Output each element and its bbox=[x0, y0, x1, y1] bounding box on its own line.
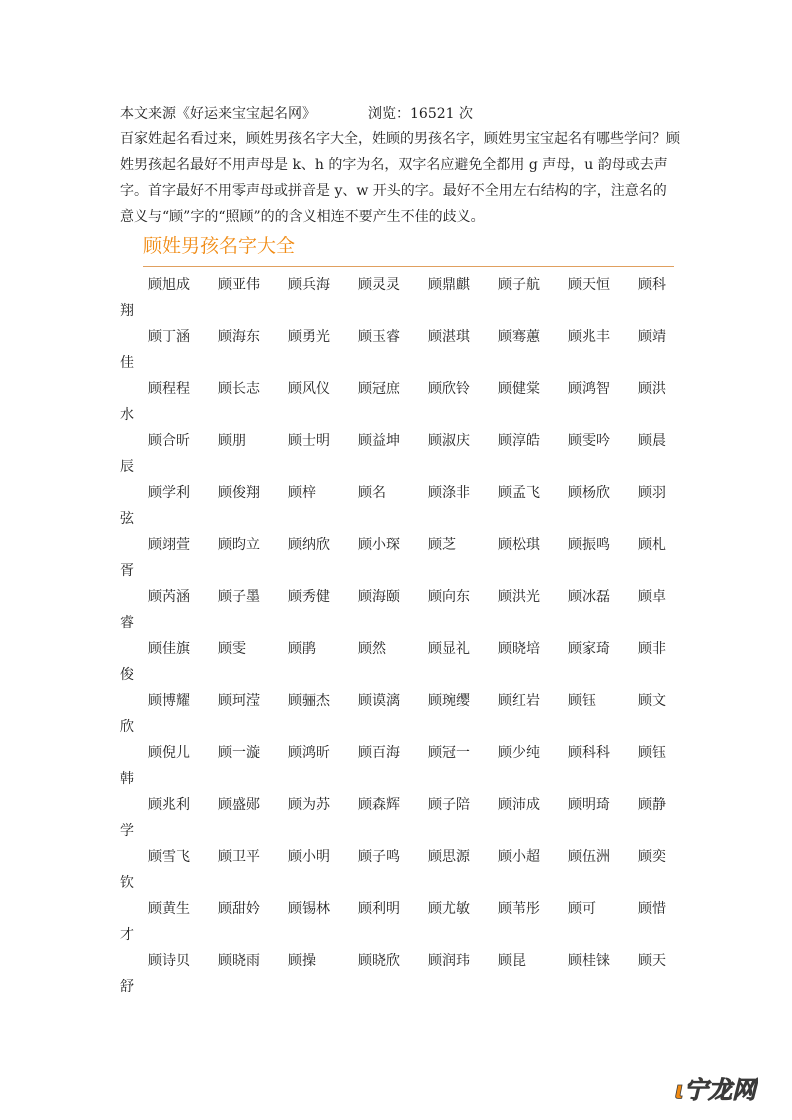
name-item: 顾诗贝 bbox=[148, 953, 190, 969]
name-item: 顾梓 bbox=[288, 485, 316, 501]
name-item: 顾鸿智 bbox=[568, 381, 610, 397]
name-item: 顾秀健 bbox=[288, 589, 330, 605]
name-item: 顾惜 bbox=[638, 901, 666, 917]
name-item: 顾钰 bbox=[568, 693, 596, 709]
name-item: 顾一漩 bbox=[218, 745, 260, 761]
name-item: 顾翊萱 bbox=[148, 537, 190, 553]
name-item: 顾学利 bbox=[148, 485, 190, 501]
name-row bbox=[120, 635, 680, 687]
name-row bbox=[120, 323, 680, 375]
name-item: 顾卫平 bbox=[218, 849, 260, 865]
name-item: 顾子陪 bbox=[428, 797, 470, 813]
name-item: 顾雪飞 bbox=[148, 849, 190, 865]
name-item: 顾晓雨 bbox=[218, 953, 260, 969]
name-item: 顾苇彤 bbox=[498, 901, 540, 917]
name-item: 顾晓欣 bbox=[358, 953, 400, 969]
name-item: 顾操 bbox=[288, 953, 316, 969]
name-item: 顾昀立 bbox=[218, 537, 260, 553]
name-wrap-char: 欣 bbox=[120, 719, 134, 735]
name-item: 顾旭成 bbox=[148, 277, 190, 293]
name-item: 顾盛郧 bbox=[218, 797, 260, 813]
name-item: 顾俊翔 bbox=[218, 485, 260, 501]
name-item: 顾晓培 bbox=[498, 641, 540, 657]
name-item: 顾子墨 bbox=[218, 589, 260, 605]
name-item: 顾振鸣 bbox=[568, 537, 610, 553]
name-item: 顾长志 bbox=[218, 381, 260, 397]
name-item: 顾甜妗 bbox=[218, 901, 260, 917]
name-row bbox=[120, 479, 680, 531]
name-item: 顾晨 bbox=[638, 433, 666, 449]
name-item: 顾玉睿 bbox=[358, 329, 400, 345]
name-item: 顾可 bbox=[568, 901, 596, 917]
name-wrap-char: 水 bbox=[120, 407, 134, 423]
name-item: 顾朋 bbox=[218, 433, 246, 449]
name-item: 顾淳皓 bbox=[498, 433, 540, 449]
name-item: 顾洪 bbox=[638, 381, 666, 397]
name-item: 顾骞蕙 bbox=[498, 329, 540, 345]
name-item: 顾倪儿 bbox=[148, 745, 190, 761]
name-item: 顾兵海 bbox=[288, 277, 330, 293]
name-item: 顾小琛 bbox=[358, 537, 400, 553]
name-wrap-char: 弦 bbox=[120, 511, 134, 527]
name-item: 顾冠庶 bbox=[358, 381, 400, 397]
source-line bbox=[120, 104, 473, 124]
name-item: 顾博耀 bbox=[148, 693, 190, 709]
watermark-text: ι宁龙网 bbox=[674, 1076, 756, 1104]
name-item: 顾骊杰 bbox=[288, 693, 330, 709]
name-item: 顾亚伟 bbox=[218, 277, 260, 293]
name-item: 顾孟飞 bbox=[498, 485, 540, 501]
name-item: 顾名 bbox=[358, 485, 386, 501]
name-item: 顾雯吟 bbox=[568, 433, 610, 449]
name-row bbox=[120, 531, 680, 583]
name-item: 顾黄生 bbox=[148, 901, 190, 917]
name-item: 顾尤敏 bbox=[428, 901, 470, 917]
name-item: 顾松琪 bbox=[498, 537, 540, 553]
name-item: 顾思源 bbox=[428, 849, 470, 865]
name-item: 顾琬缨 bbox=[428, 693, 470, 709]
name-item: 顾欣铃 bbox=[428, 381, 470, 397]
view-count: 浏览：16521 次 bbox=[368, 106, 473, 122]
name-item: 顾涤非 bbox=[428, 485, 470, 501]
name-item: 顾天 bbox=[638, 953, 666, 969]
name-item: 顾洪光 bbox=[498, 589, 540, 605]
name-item: 顾珂滢 bbox=[218, 693, 260, 709]
name-row bbox=[120, 895, 680, 947]
name-item: 顾海东 bbox=[218, 329, 260, 345]
name-item: 顾家琦 bbox=[568, 641, 610, 657]
name-list bbox=[120, 271, 680, 999]
name-wrap-char: 韩 bbox=[120, 771, 134, 787]
name-item: 顾森辉 bbox=[358, 797, 400, 813]
name-item: 顾静 bbox=[638, 797, 666, 813]
name-item: 顾显礼 bbox=[428, 641, 470, 657]
name-item: 顾少纯 bbox=[498, 745, 540, 761]
name-wrap-char: 佳 bbox=[120, 355, 134, 371]
name-row bbox=[120, 271, 680, 323]
name-row bbox=[120, 687, 680, 739]
name-item: 顾靖 bbox=[638, 329, 666, 345]
name-item: 顾谟漓 bbox=[358, 693, 400, 709]
name-item: 顾风仪 bbox=[288, 381, 330, 397]
name-wrap-char: 舒 bbox=[120, 979, 134, 995]
name-item: 顾健棠 bbox=[498, 381, 540, 397]
name-row bbox=[120, 375, 680, 427]
name-item: 顾子航 bbox=[498, 277, 540, 293]
name-wrap-char: 钦 bbox=[120, 875, 134, 891]
name-item: 顾红岩 bbox=[498, 693, 540, 709]
name-item: 顾兆利 bbox=[148, 797, 190, 813]
name-row bbox=[120, 947, 680, 999]
name-item: 顾兆丰 bbox=[568, 329, 610, 345]
name-wrap-char: 睿 bbox=[120, 615, 134, 631]
name-item: 顾奕 bbox=[638, 849, 666, 865]
name-item: 顾沛成 bbox=[498, 797, 540, 813]
name-item: 顾科科 bbox=[568, 745, 610, 761]
name-item: 顾小明 bbox=[288, 849, 330, 865]
name-item: 顾合昕 bbox=[148, 433, 190, 449]
name-item: 顾明琦 bbox=[568, 797, 610, 813]
name-item: 顾昆 bbox=[498, 953, 526, 969]
name-item: 顾札 bbox=[638, 537, 666, 553]
name-item: 顾益坤 bbox=[358, 433, 400, 449]
name-item: 顾利明 bbox=[358, 901, 400, 917]
name-wrap-char: 俊 bbox=[120, 667, 134, 683]
name-item: 顾向东 bbox=[428, 589, 470, 605]
name-item: 顾卓 bbox=[638, 589, 666, 605]
name-item: 顾科 bbox=[638, 277, 666, 293]
name-item: 顾芝 bbox=[428, 537, 456, 553]
name-row bbox=[120, 739, 680, 791]
name-item: 顾润玮 bbox=[428, 953, 470, 969]
name-row bbox=[120, 427, 680, 479]
name-wrap-char: 辰 bbox=[120, 459, 134, 475]
title-divider bbox=[143, 266, 674, 267]
name-item: 顾鼎麒 bbox=[428, 277, 470, 293]
name-item: 顾纳欣 bbox=[288, 537, 330, 553]
name-wrap-char: 胥 bbox=[120, 563, 134, 579]
name-item: 顾海颐 bbox=[358, 589, 400, 605]
name-item: 顾文 bbox=[638, 693, 666, 709]
name-item: 顾雯 bbox=[218, 641, 246, 657]
name-wrap-char: 翔 bbox=[120, 303, 134, 319]
name-item: 顾丁涵 bbox=[148, 329, 190, 345]
source-text: 本文来源《好运来宝宝起名网》 bbox=[120, 106, 316, 122]
name-item: 顾佳旗 bbox=[148, 641, 190, 657]
name-wrap-char: 学 bbox=[120, 823, 134, 839]
name-item: 顾小超 bbox=[498, 849, 540, 865]
intro-paragraph: 百家姓起名看过来，顾姓男孩名字大全，姓顾的男孩名字，顾姓男宝宝起名有哪些学问？顾姓男孩起名最好不用声母是 k、h 的字为名，双字名应避免全都用 g 声母，u 韵母或去声字。首字最好不用零声母或拼音是 y、w 开头的字。最好不全用左右结构的字，注意名的意义与“顾”字的“照顾”的的含义相连不要产生不佳的歧义。 bbox=[120, 131, 680, 225]
name-item: 顾然 bbox=[358, 641, 386, 657]
name-wrap-char: 才 bbox=[120, 927, 134, 943]
watermark-logo bbox=[646, 1070, 758, 1106]
name-item: 顾灵灵 bbox=[358, 277, 400, 293]
name-row bbox=[120, 583, 680, 635]
name-item: 顾鹃 bbox=[288, 641, 316, 657]
name-item: 顾冠一 bbox=[428, 745, 470, 761]
name-item: 顾鸿昕 bbox=[288, 745, 330, 761]
name-row bbox=[120, 791, 680, 843]
name-item: 顾士明 bbox=[288, 433, 330, 449]
name-item: 顾程程 bbox=[148, 381, 190, 397]
name-item: 顾杨欣 bbox=[568, 485, 610, 501]
name-item: 顾芮涵 bbox=[148, 589, 190, 605]
name-item: 顾子鸣 bbox=[358, 849, 400, 865]
name-item: 顾为苏 bbox=[288, 797, 330, 813]
name-item: 顾天恒 bbox=[568, 277, 610, 293]
name-item: 顾百海 bbox=[358, 745, 400, 761]
name-row bbox=[120, 843, 680, 895]
name-item: 顾湛琪 bbox=[428, 329, 470, 345]
section-title: 顾姓男孩名字大全 bbox=[143, 235, 296, 257]
name-item: 顾冰磊 bbox=[568, 589, 610, 605]
name-item: 顾锡林 bbox=[288, 901, 330, 917]
name-item: 顾勇光 bbox=[288, 329, 330, 345]
name-item: 顾桂铼 bbox=[568, 953, 610, 969]
name-item: 顾非 bbox=[638, 641, 666, 657]
name-item: 顾钰 bbox=[638, 745, 666, 761]
name-item: 顾羽 bbox=[638, 485, 666, 501]
name-item: 顾伍洲 bbox=[568, 849, 610, 865]
name-item: 顾淑庆 bbox=[428, 433, 470, 449]
